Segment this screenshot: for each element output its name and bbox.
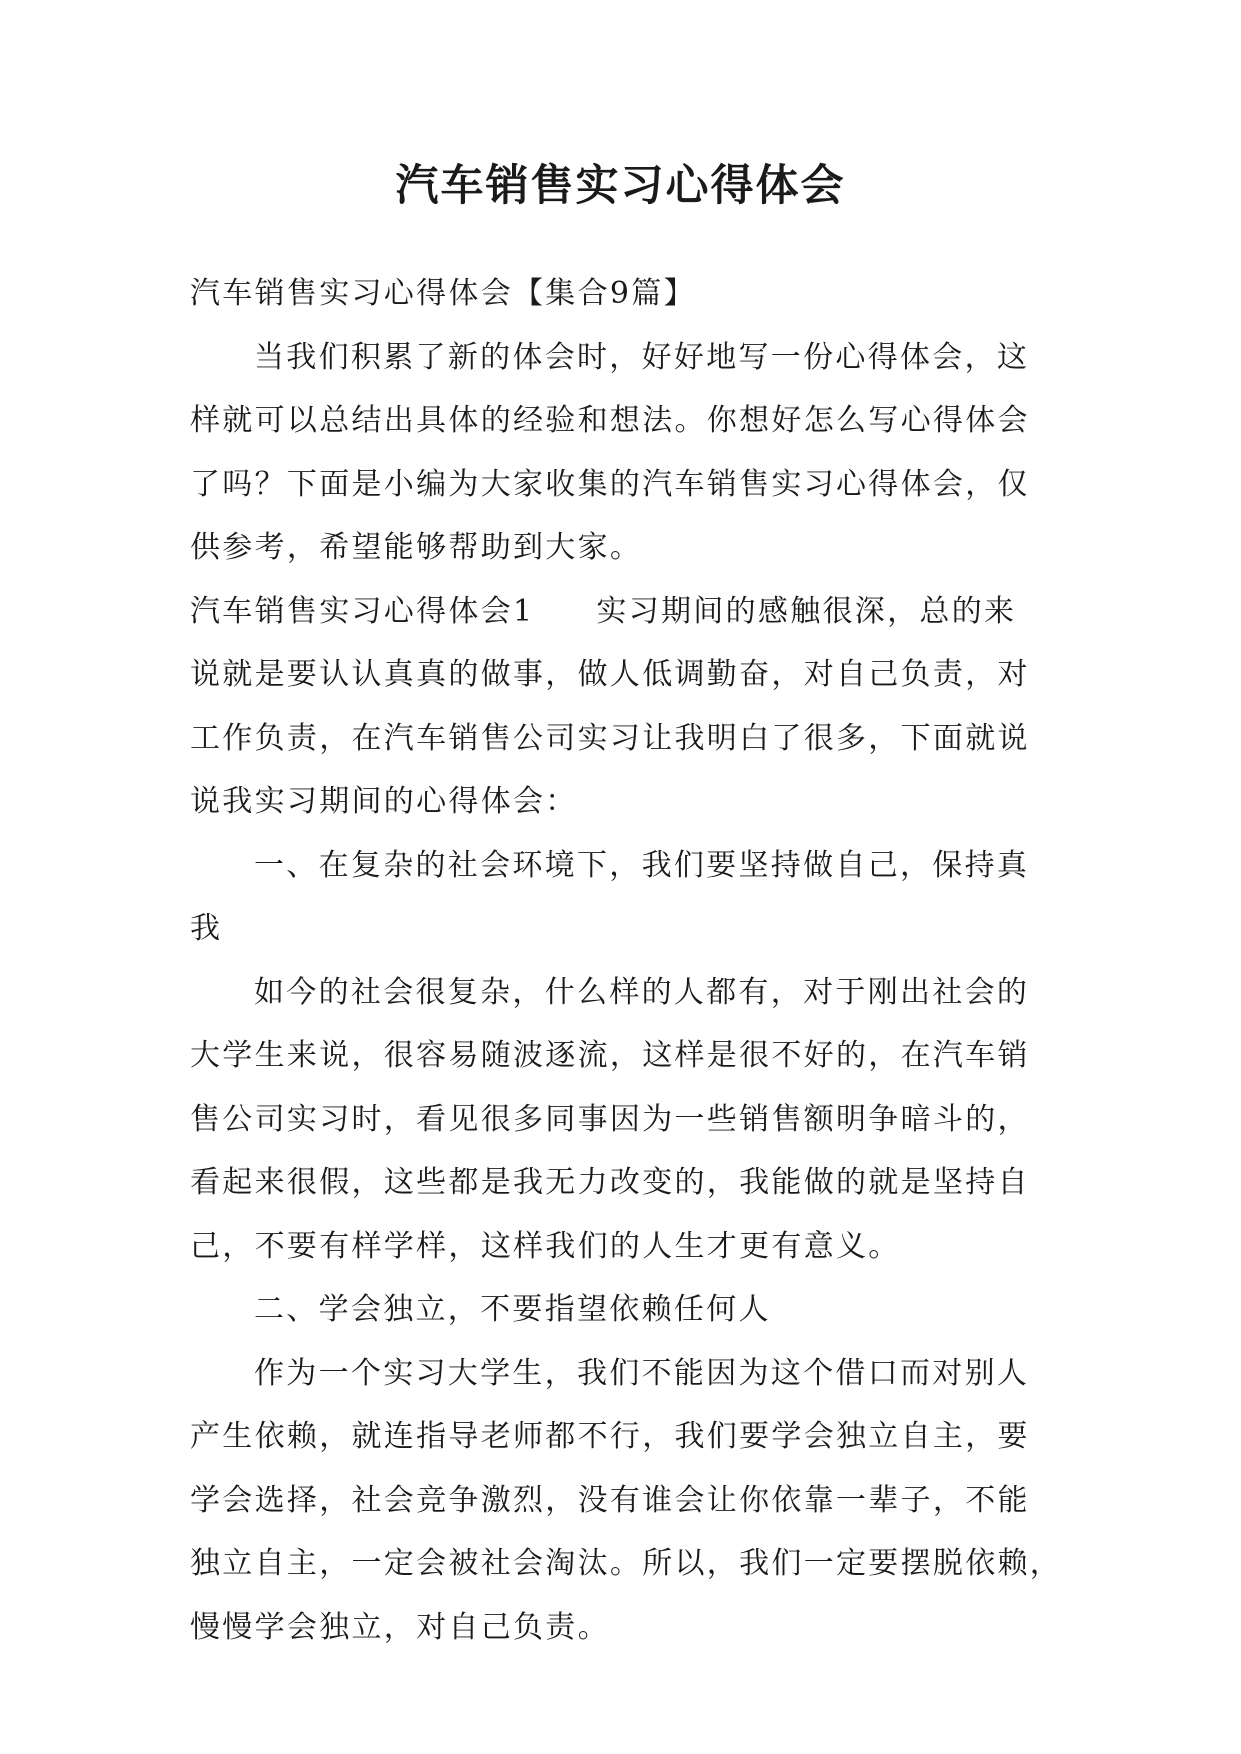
subheading-line: 一、在复杂的社会环境下，我们要坚持做自己，保持真 [254,847,1030,883]
paragraph-line: 产生依赖，就连指导老师都不行，我们要学会独立自主，要 [190,1419,1030,1454]
subheading-line: 二、学会独立，不要指望依赖任何人 [254,1292,771,1327]
section-first-sentence: 实习期间的感触很深，总的来 [596,593,1017,629]
paragraph-line: 售公司实习时，看见很多同事因为一些销售额明争暗斗的， [190,1101,1030,1137]
paragraph-line: 己，不要有样学样，这样我们的人生才更有意义。 [190,1228,901,1264]
paragraph-line: 如今的社会很复杂，什么样的人都有，对于刚出社会的 [254,974,1030,1010]
paragraph-line: 看起来很假，这些都是我无力改变的，我能做的就是坚持自 [190,1165,1030,1200]
paragraph-line-collection-heading: 汽车销售实习心得体会【集合9篇】 [190,276,696,311]
paragraph-line: 供参考，希望能够帮助到大家。 [190,530,643,565]
subheading-line: 我 [190,911,223,946]
paragraph-line: 大学生来说，很容易随波逐流，这样是很不好的，在汽车销 [190,1038,1030,1073]
paragraph-line: 了吗？下面是小编为大家收集的汽车销售实习心得体会，仅 [190,466,1030,502]
paragraph-line: 慢慢学会独立，对自己负责。 [190,1609,610,1645]
paragraph-line: 独立自主，一定会被社会淘汰。所以，我们一定要摆脱依赖， [190,1546,1063,1581]
document-body [190,262,1063,1659]
paragraph-line: 说就是要认认真真的做事，做人低调勤奋，对自己负责，对 [190,657,1030,692]
document-title: 汽车销售实习心得体会 [395,161,846,211]
paragraph-line: 作为一个实习大学生，我们不能因为这个借口而对别人 [254,1355,1030,1391]
section-heading: 汽车销售实习心得体会1 [190,593,535,629]
paragraph-line: 样就可以总结出具体的经验和想法。你想好怎么写心得体会 [190,403,1030,438]
paragraph-line: 学会选择，社会竞争激烈，没有谁会让你依靠一辈子，不能 [190,1482,1030,1518]
section-heading-line [190,580,1060,644]
paragraph-line: 说我实习期间的心得体会： [190,784,578,819]
paragraph-line: 工作负责，在汽车销售公司实习让我明白了很多，下面就说 [190,720,1030,756]
paragraph-line: 当我们积累了新的体会时，好好地写一份心得体会，这 [254,339,1030,375]
